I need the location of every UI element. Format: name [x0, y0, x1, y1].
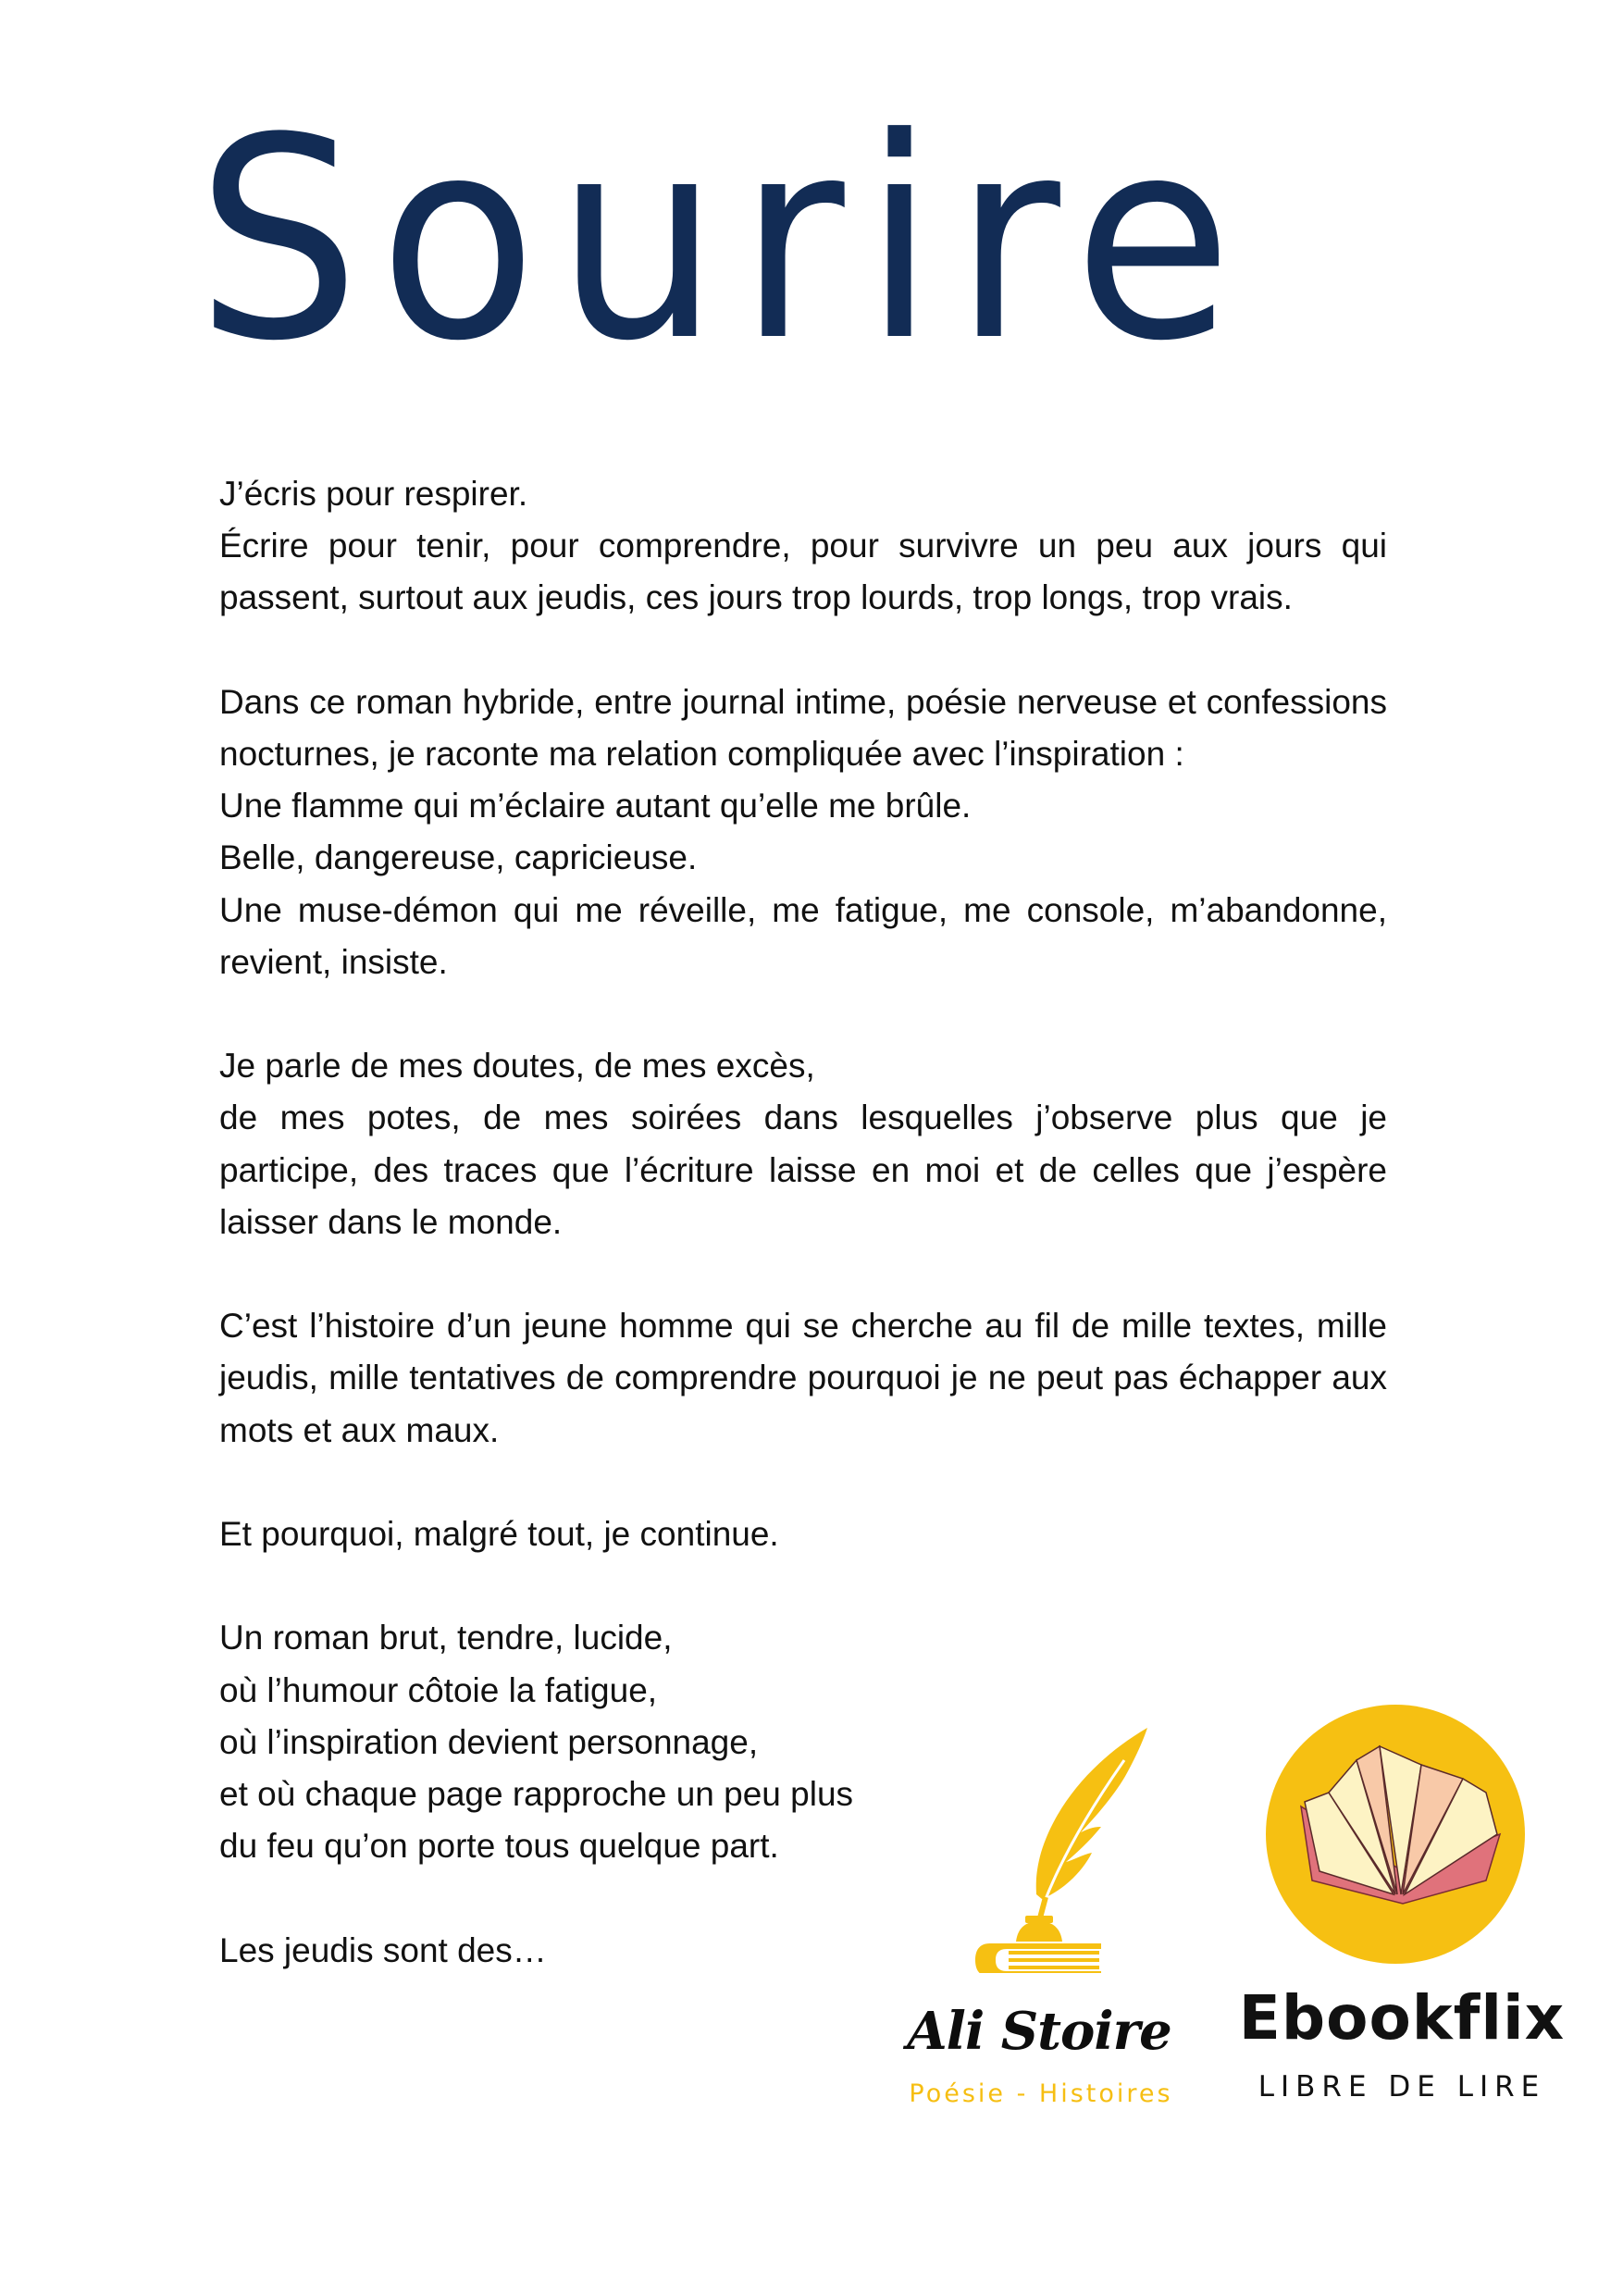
ali-stoire-tagline: Poésie - Histoires [909, 2079, 1173, 2108]
blurb-line: Une muse-démon qui me réveille, me fatigue, me console, m’abandonne, revient, insiste. [219, 890, 1387, 981]
blurb-line: où l’humour côtoie la fatigue, [219, 1670, 658, 1709]
blurb-line: Écrire pour tenir, pour comprendre, pour survivre un peu aux jours qui passent, surtout aux jeudis, ces jours trop lourds, trop longs, trop vrais. [219, 527, 1387, 617]
blurb-line: de mes potes, de mes soirées dans lesquelles j’observe plus que je participe, des traces que l’écriture laisse en moi et de celles que j’espère laisser dans le monde. [219, 1098, 1387, 1241]
ebookflix-badge [1266, 1705, 1525, 1964]
book-title: Sourire [196, 79, 1252, 402]
blurb-paragraph-6 [219, 1612, 1387, 1872]
blurb-line: Dans ce roman hybride, entre journal intime, poésie nerveuse et confessions nocturnes, je raconte ma relation compliquée avec l’inspiration : [219, 682, 1387, 773]
blurb-line: Un roman brut, tendre, lucide, [219, 1619, 673, 1657]
open-book-icon [1292, 1742, 1505, 1908]
blurb-line: Les jeudis sont des… [219, 1930, 547, 1969]
blurb-line: C’est l’histoire d’un jeune homme qui se cherche au fil de mille textes, mille jeudis, mille tentatives de comprendre pourquoi je ne peut pas échapper aux mots et aux maux. [219, 1307, 1387, 1449]
ali-stoire-logo [879, 1723, 1194, 2112]
blurb-paragraph-2 [219, 676, 1387, 988]
blurb-paragraph-7 [219, 1925, 1387, 1977]
blurb-paragraph-3 [219, 1040, 1387, 1248]
blurb-line: Une flamme qui m’éclaire autant qu’elle me brûle. [219, 787, 972, 825]
blurb-paragraph-5 [219, 1508, 1387, 1560]
blurb-line: Et pourquoi, malgré tout, je continue. [219, 1515, 779, 1553]
ebookflix-logo [1231, 1705, 1582, 2112]
ali-stoire-name: Ali Stoire [907, 2001, 1171, 2062]
blurb-line: et où chaque page rapproche un peu plus [219, 1775, 854, 1813]
quill-inkwell-book-icon [953, 1723, 1157, 1973]
blurb-line: Belle, dangereuse, capricieuse. [219, 838, 698, 877]
blurb-line: du feu qu’on porte tous quelque part. [219, 1827, 779, 1866]
blurb [219, 468, 1387, 2029]
blurb-paragraph-4 [219, 1300, 1387, 1457]
blurb-line: Je parle de mes doutes, de mes excès, [219, 1047, 815, 1086]
blurb-line: J’écris pour respirer. [219, 475, 528, 513]
blurb-line: où l’inspiration devient personnage, [219, 1722, 759, 1761]
ebookflix-tagline: LIBRE DE LIRE [1258, 2070, 1546, 2104]
ebookflix-name: Ebookflix [1238, 1982, 1566, 2054]
blurb-paragraph-1 [219, 468, 1387, 625]
